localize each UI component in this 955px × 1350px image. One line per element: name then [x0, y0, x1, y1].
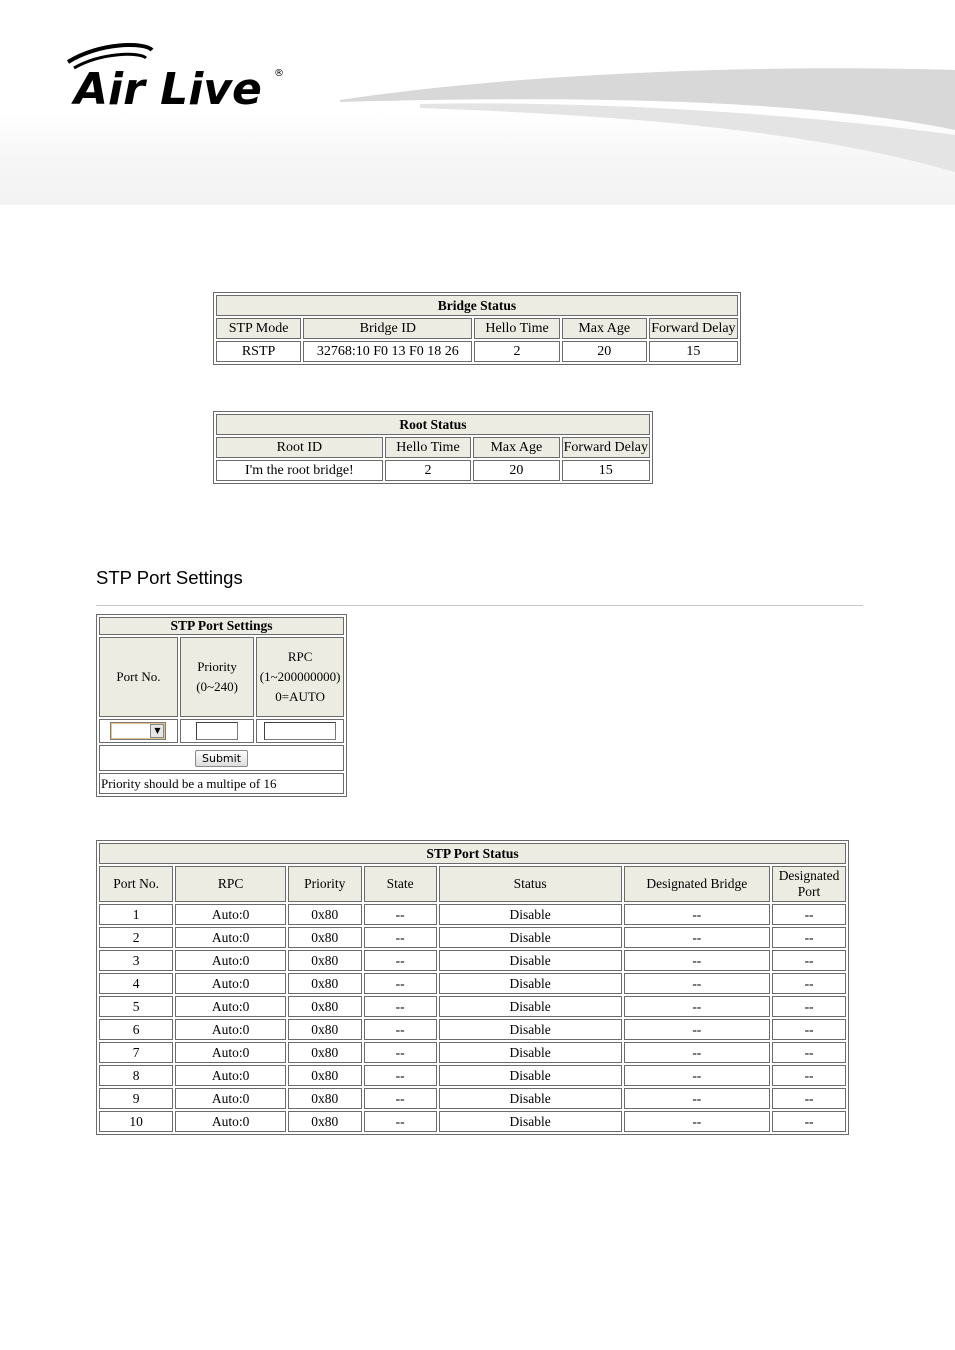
state-cell: -- — [364, 1065, 437, 1086]
rpc-cell: Auto:0 — [175, 973, 286, 994]
priority-header — [180, 637, 254, 717]
submit-button[interactable]: Submit — [195, 750, 248, 767]
dropdown-arrow-icon[interactable]: ▼ — [150, 724, 164, 738]
root-forward-delay-value: 15 — [562, 460, 650, 481]
rpc-header — [256, 637, 344, 717]
state-cell: -- — [364, 904, 437, 925]
priority-cell: 0x80 — [288, 927, 362, 948]
stp-port-status-table — [96, 840, 849, 1135]
stp-mode-value: RSTP — [216, 341, 301, 362]
designated-port-cell: -- — [772, 1019, 846, 1040]
rpc-label: RPC — [287, 649, 313, 664]
priority-cell: 0x80 — [288, 1088, 362, 1109]
rpc-cell: Auto:0 — [175, 1042, 286, 1063]
designated-bridge-cell: -- — [624, 1042, 771, 1063]
table-row — [99, 950, 846, 971]
status-cell: Disable — [439, 1111, 622, 1132]
status-cell: Disable — [439, 973, 622, 994]
stp-port-settings-table — [96, 614, 347, 797]
designated-bridge-cell: -- — [624, 973, 771, 994]
state-cell: -- — [364, 996, 437, 1017]
header-priority: Priority — [288, 866, 362, 902]
hello-time-value: 2 — [474, 341, 559, 362]
table-row — [99, 1019, 846, 1040]
designated-bridge-cell: -- — [624, 1019, 771, 1040]
rpc-cell: Auto:0 — [175, 904, 286, 925]
port-no-cell: 3 — [99, 950, 173, 971]
header-designated-bridge: Designated Bridge — [624, 866, 771, 902]
rpc-cell: Auto:0 — [175, 1019, 286, 1040]
priority-input-cell — [180, 719, 254, 743]
rpc-input[interactable] — [264, 722, 336, 740]
state-cell: -- — [364, 973, 437, 994]
table-row — [99, 1042, 846, 1063]
header-max-age: Max Age — [562, 318, 647, 339]
status-cell: Disable — [439, 1065, 622, 1086]
port-settings-title: STP Port Settings — [99, 617, 344, 635]
designated-port-cell: -- — [772, 1111, 846, 1132]
designated-port-cell: -- — [772, 1042, 846, 1063]
table-row — [99, 996, 846, 1017]
rpc-cell: Auto:0 — [175, 927, 286, 948]
designated-bridge-cell: -- — [624, 996, 771, 1017]
root-id-value: I'm the root bridge! — [216, 460, 383, 481]
header-stp-mode: STP Mode — [216, 318, 301, 339]
port-no-header — [99, 637, 178, 717]
root-max-age-value: 20 — [473, 460, 559, 481]
priority-cell: 0x80 — [288, 973, 362, 994]
header-status: Status — [439, 866, 622, 902]
port-no-cell: 10 — [99, 1111, 173, 1132]
priority-input[interactable] — [196, 722, 238, 740]
state-cell: -- — [364, 950, 437, 971]
status-cell: Disable — [439, 1042, 622, 1063]
section-divider — [96, 605, 863, 606]
state-cell: -- — [364, 1019, 437, 1040]
port-no-select[interactable] — [110, 722, 166, 740]
priority-cell: 0x80 — [288, 1019, 362, 1040]
designated-bridge-cell: -- — [624, 927, 771, 948]
state-cell: -- — [364, 1042, 437, 1063]
port-no-label: Port No. — [116, 669, 161, 684]
port-no-cell: 9 — [99, 1088, 173, 1109]
port-no-cell: 7 — [99, 1042, 173, 1063]
status-cell: Disable — [439, 950, 622, 971]
status-cell: Disable — [439, 1019, 622, 1040]
header-root-forward-delay: Forward Delay — [562, 437, 650, 458]
priority-cell: 0x80 — [288, 1111, 362, 1132]
port-status-title: STP Port Status — [99, 843, 846, 864]
bridge-id-value: 32768:10 F0 13 F0 18 26 — [303, 341, 472, 362]
header-port-no: Port No. — [99, 866, 173, 902]
designated-bridge-cell: -- — [624, 1088, 771, 1109]
bridge-status-table — [213, 292, 741, 365]
state-cell: -- — [364, 927, 437, 948]
header-forward-delay: Forward Delay — [649, 318, 738, 339]
designated-bridge-cell: -- — [624, 904, 771, 925]
status-cell: Disable — [439, 927, 622, 948]
designated-bridge-cell: -- — [624, 950, 771, 971]
status-cell: Disable — [439, 996, 622, 1017]
designated-bridge-cell: -- — [624, 1065, 771, 1086]
submit-cell — [99, 745, 344, 771]
registered-mark: ® — [274, 68, 284, 79]
header-designated-port: Designated Port — [772, 866, 846, 902]
rpc-cell: Auto:0 — [175, 1088, 286, 1109]
bridge-status-title: Bridge Status — [216, 295, 738, 316]
priority-note: Priority should be a multipe of 16 — [99, 773, 344, 794]
designated-port-cell: -- — [772, 1088, 846, 1109]
designated-port-cell: -- — [772, 950, 846, 971]
priority-cell: 0x80 — [288, 1042, 362, 1063]
table-row — [99, 973, 846, 994]
port-no-cell: 1 — [99, 904, 173, 925]
designated-bridge-cell: -- — [624, 1111, 771, 1132]
port-select-cell — [99, 719, 178, 743]
port-no-cell: 2 — [99, 927, 173, 948]
priority-cell: 0x80 — [288, 904, 362, 925]
state-cell: -- — [364, 1088, 437, 1109]
table-row — [99, 927, 846, 948]
header-state: State — [364, 866, 437, 902]
rpc-range: (1~200000000) — [259, 669, 341, 684]
header-hello-time: Hello Time — [474, 318, 559, 339]
header-swoosh-graphic — [340, 60, 955, 180]
rpc-cell: Auto:0 — [175, 1111, 286, 1132]
section-title: STP Port Settings — [96, 567, 243, 588]
root-status-title: Root Status — [216, 414, 650, 435]
port-status-rows — [99, 904, 846, 1132]
logo-text: Air Live — [74, 64, 262, 110]
table-row — [99, 904, 846, 925]
header-bridge-id: Bridge ID — [303, 318, 472, 339]
rpc-cell: Auto:0 — [175, 996, 286, 1017]
airlive-logo — [60, 40, 290, 110]
state-cell: -- — [364, 1111, 437, 1132]
table-row — [99, 1088, 846, 1109]
priority-cell: 0x80 — [288, 996, 362, 1017]
header-root-max-age: Max Age — [473, 437, 559, 458]
designated-port-cell: -- — [772, 1065, 846, 1086]
header-rpc: RPC — [175, 866, 286, 902]
priority-cell: 0x80 — [288, 1065, 362, 1086]
root-hello-time-value: 2 — [385, 460, 471, 481]
page-header — [0, 0, 955, 205]
table-row — [99, 1065, 846, 1086]
designated-port-cell: -- — [772, 996, 846, 1017]
rpc-input-cell — [256, 719, 344, 743]
port-no-cell: 4 — [99, 973, 173, 994]
priority-label: Priority — [197, 659, 237, 674]
designated-port-cell: -- — [772, 927, 846, 948]
priority-range: (0~240) — [196, 679, 238, 694]
header-root-hello-time: Hello Time — [385, 437, 471, 458]
priority-cell: 0x80 — [288, 950, 362, 971]
table-row — [99, 1111, 846, 1132]
port-no-cell: 6 — [99, 1019, 173, 1040]
port-no-cell: 8 — [99, 1065, 173, 1086]
max-age-value: 20 — [562, 341, 647, 362]
port-no-cell: 5 — [99, 996, 173, 1017]
rpc-cell: Auto:0 — [175, 950, 286, 971]
status-cell: Disable — [439, 1088, 622, 1109]
rpc-auto-note: 0=AUTO — [275, 689, 325, 704]
rpc-cell: Auto:0 — [175, 1065, 286, 1086]
header-root-id: Root ID — [216, 437, 383, 458]
status-cell: Disable — [439, 904, 622, 925]
root-status-table — [213, 411, 653, 484]
designated-port-cell: -- — [772, 973, 846, 994]
forward-delay-value: 15 — [649, 341, 738, 362]
designated-port-cell: -- — [772, 904, 846, 925]
